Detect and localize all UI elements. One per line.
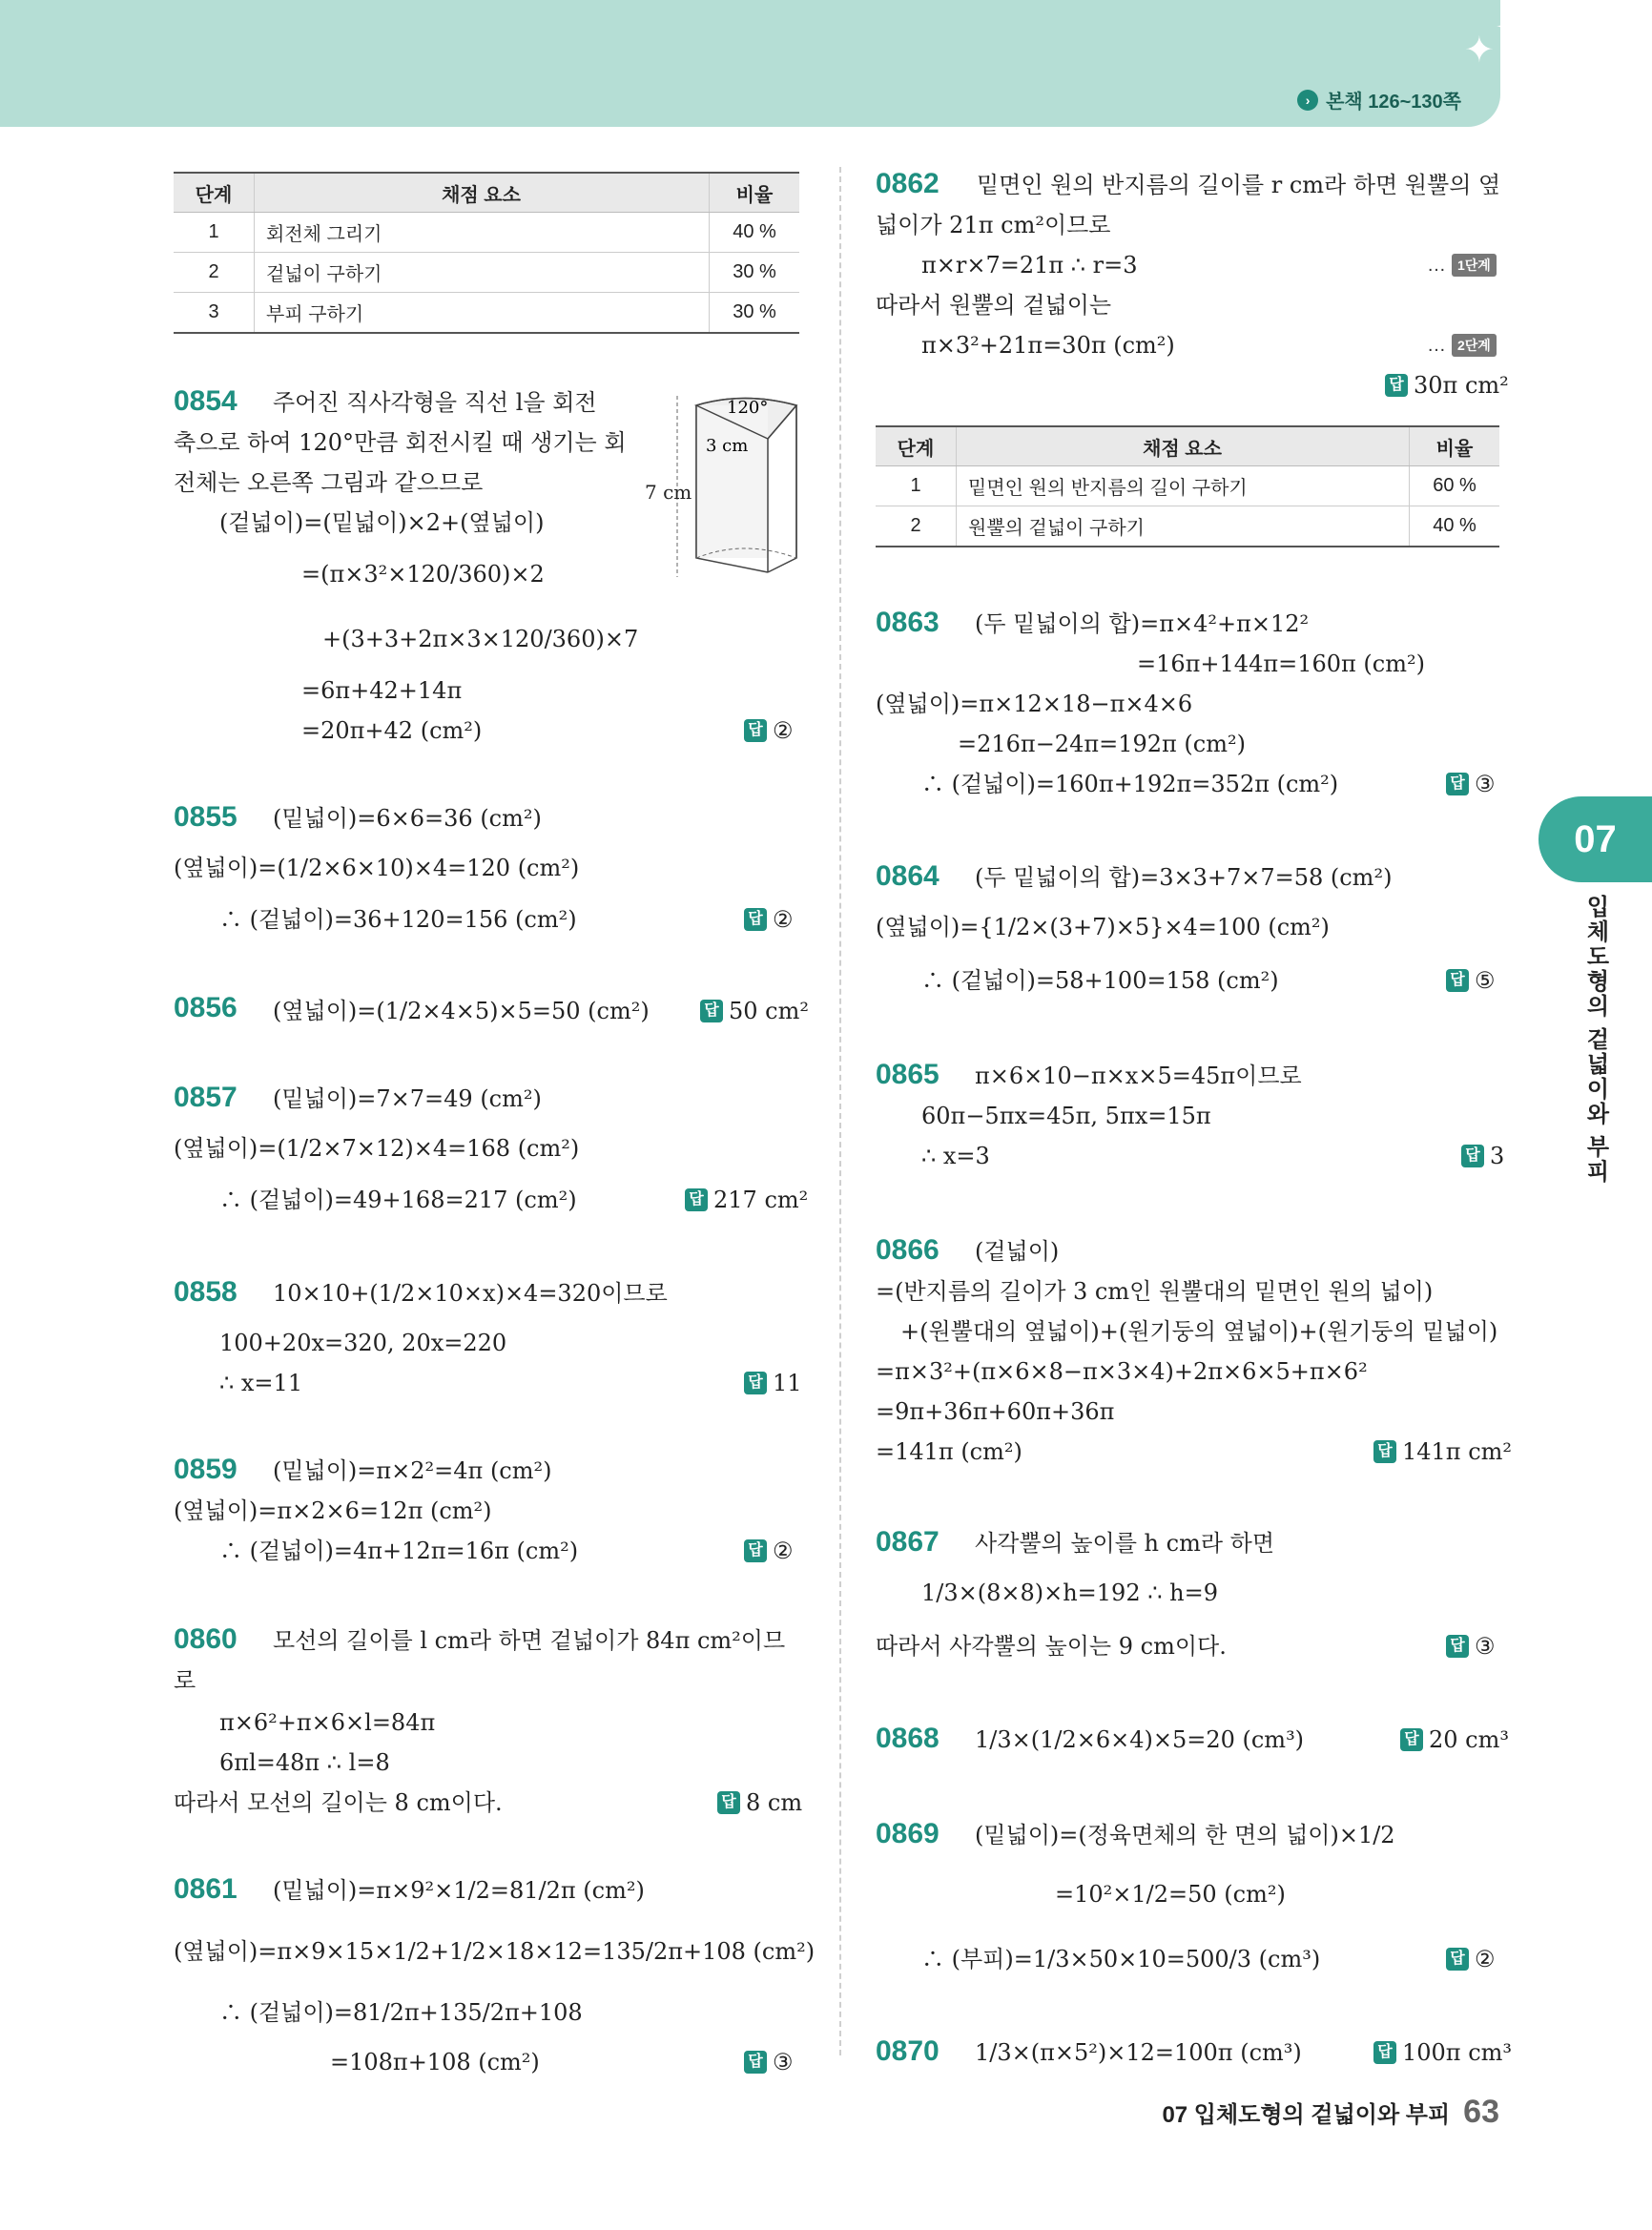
figure-radius-label: 3 cm — [706, 436, 749, 456]
solution-line: ∴ (겉넓이)=49+168=217 (cm²) — [219, 1187, 577, 1213]
answer — [744, 1538, 794, 1564]
solution-line: π×6×10−π×x×5=45π이므로 — [975, 1063, 1302, 1089]
header-ratio: 비율 — [1410, 426, 1500, 466]
scoring-table-2 — [876, 425, 1499, 547]
table-row — [174, 253, 799, 293]
answer — [744, 906, 794, 933]
sparkle-icon-small: ✦ — [1496, 13, 1517, 42]
problem-number: 0866 — [876, 1234, 940, 1266]
table-row — [174, 213, 799, 253]
solution-line: =10²×1/2=50 (cm²) — [1055, 1881, 1286, 1908]
answer-icon: 답 — [1385, 374, 1408, 397]
answer-value: 11 — [773, 1370, 802, 1396]
step-marker: … 2단계 — [1427, 334, 1497, 357]
figure-height-label: 7 cm — [645, 481, 692, 504]
answer — [744, 2049, 794, 2075]
problem-number: 0863 — [876, 607, 940, 638]
answer — [1461, 1143, 1504, 1169]
solution-line: 따라서 원뿔의 겉넓이는 — [876, 292, 1112, 319]
answer-icon: 답 — [744, 2051, 767, 2074]
page-footer — [1162, 2094, 1499, 2131]
answer — [700, 998, 809, 1024]
answer-value: ② — [773, 717, 794, 744]
cell-criteria: 겉넓이 구하기 — [255, 253, 710, 293]
header-criteria: 채점 요소 — [957, 426, 1410, 466]
solution-line: (겉넓이) — [975, 1238, 1060, 1265]
page-number: 63 — [1463, 2094, 1499, 2130]
answer-icon: 답 — [685, 1188, 708, 1211]
reference-text: 본책 126~130쪽 — [1326, 92, 1461, 113]
solution-line: (옆넓이)=π×12×18−π×4×6 — [876, 691, 1193, 717]
solution-line: =9π+36π+60π+36π — [876, 1398, 1115, 1425]
cell-ratio: 40 % — [1410, 506, 1500, 547]
solution-line: 1/3×(1/2×6×4)×5=20 (cm³) — [975, 1726, 1305, 1753]
answer-value: ③ — [1475, 771, 1496, 797]
solution-line: ∴ (겉넓이)=160π+192π=352π (cm²) — [921, 771, 1339, 797]
solution-line: (밑넓이)=π×2²=4π (cm²) — [273, 1457, 552, 1484]
answer-value: 217 cm² — [713, 1187, 809, 1213]
header-ratio: 비율 — [710, 173, 800, 213]
answer-value: ② — [773, 906, 794, 933]
answer — [717, 1789, 802, 1816]
solution-line: (겉넓이)=(밑넓이)×2+(옆넓이) — [219, 509, 545, 536]
solution-line: (밑넓이)=6×6=36 (cm²) — [273, 805, 542, 832]
solution-line: (옆넓이)=(1/2×6×10)×4=120 (cm²) — [174, 855, 580, 881]
header-step: 단계 — [174, 173, 255, 213]
solution-line: ∴ (겉넓이)=58+100=158 (cm²) — [921, 967, 1279, 994]
solution-line: (밑넓이)=(정육면체의 한 면의 넓이)×1/2 — [975, 1822, 1395, 1848]
solution-line: π×6²+π×6×l=84π — [219, 1709, 436, 1736]
answer-icon: 답 — [1400, 1728, 1423, 1751]
solution-line: ∴ x=3 — [921, 1143, 990, 1169]
solution-line: 로 — [174, 1667, 196, 1694]
solution-line: =141π (cm²) — [876, 1438, 1022, 1465]
answer — [1446, 1946, 1496, 1972]
answer-icon: 답 — [744, 908, 767, 931]
problem-number: 0870 — [876, 2035, 940, 2067]
problem-number: 0869 — [876, 1818, 940, 1849]
answer-icon: 답 — [1446, 773, 1469, 795]
solution-line: ∴ (겉넓이)=36+120=156 (cm²) — [219, 906, 577, 933]
cell-step: 1 — [876, 466, 957, 506]
answer-value: ③ — [773, 2049, 794, 2075]
figure-angle-label: 120° — [727, 398, 769, 418]
cell-ratio: 40 % — [710, 213, 800, 253]
answer-icon: 답 — [744, 1372, 767, 1394]
cell-step: 1 — [174, 213, 255, 253]
problem-number: 0868 — [876, 1723, 940, 1754]
answer — [1400, 1726, 1509, 1753]
solution-line: =(반지름의 길이가 3 cm인 원뿔대의 밑면인 원의 넓이) — [876, 1278, 1434, 1305]
answer-icon: 답 — [1373, 2041, 1396, 2064]
solution-line: (옆넓이)=(1/2×4×5)×5=50 (cm²) — [273, 998, 650, 1024]
solution-line: +(원뿔대의 옆넓이)+(원기둥의 옆넓이)+(원기둥의 밑넓이) — [900, 1318, 1498, 1345]
footer-title: 07 입체도형의 겉넓이와 부피 — [1162, 2102, 1451, 2128]
answer-value: 141π cm² — [1402, 1438, 1513, 1465]
solution-line: 밑면인 원의 반지름의 길이를 r cm라 하면 원뿔의 옆 — [977, 172, 1501, 198]
table-row — [876, 506, 1499, 547]
problem-number: 0857 — [174, 1082, 237, 1113]
cell-criteria: 원뿔의 겉넓이 구하기 — [957, 506, 1410, 547]
problem-number: 0856 — [174, 992, 237, 1023]
cell-ratio: 30 % — [710, 293, 800, 334]
solution-line: 따라서 사각뿔의 높이는 9 cm이다. — [876, 1633, 1227, 1660]
answer — [1373, 2039, 1512, 2066]
answer-icon: 답 — [1446, 969, 1469, 992]
table-row — [174, 293, 799, 334]
table-header-row — [876, 426, 1499, 466]
answer-icon: 답 — [1461, 1145, 1484, 1167]
step-tag: 1단계 — [1452, 254, 1497, 277]
solution-line: 사각뿔의 높이를 h cm라 하면 — [975, 1530, 1275, 1557]
solution-line: (밑넓이)=π×9²×1/2=81/2π (cm²) — [273, 1877, 645, 1904]
solution-line: =108π+108 (cm²) — [330, 2049, 540, 2075]
answer-icon: 답 — [1446, 1635, 1469, 1658]
solution-line: ∴ (겉넓이)=81/2π+135/2π+108 — [219, 1999, 583, 2026]
solution-line: 60π−5πx=45π, 5πx=15π — [921, 1103, 1211, 1129]
sparkle-icon: ✦ — [1464, 29, 1495, 71]
scoring-table-1 — [174, 172, 799, 334]
answer-value: ③ — [1475, 1633, 1496, 1660]
solution-line: =(π×3²×120/360)×2 — [301, 561, 545, 588]
answer — [744, 717, 794, 744]
solution-line: (두 밑넓이의 합)=π×4²+π×12² — [975, 610, 1310, 637]
solution-line: =16π+144π=160π (cm²) — [1137, 650, 1425, 677]
solution-line: π×r×7=21π ∴ r=3 — [921, 252, 1138, 279]
answer-icon: 답 — [744, 1539, 767, 1562]
solution-line: (두 밑넓이의 합)=3×3+7×7=58 (cm²) — [975, 864, 1393, 891]
solution-line: (옆넓이)={1/2×(3+7)×5}×4=100 (cm²) — [876, 914, 1330, 940]
solution-line: 10×10+(1/2×10×x)×4=320이므로 — [273, 1280, 668, 1307]
solution-line: π×3²+21π=30π (cm²) — [921, 332, 1175, 359]
problem-number: 0855 — [174, 801, 237, 833]
solution-line: 100+20x=320, 20x=220 — [219, 1330, 507, 1356]
answer — [1385, 372, 1509, 399]
cell-criteria: 밑면인 원의 반지름의 길이 구하기 — [957, 466, 1410, 506]
answer-value: ② — [1475, 1946, 1496, 1972]
answer — [1446, 771, 1496, 797]
problem-number: 0861 — [174, 1873, 237, 1905]
header-step: 단계 — [876, 426, 957, 466]
solution-line: (밑넓이)=7×7=49 (cm²) — [273, 1085, 542, 1112]
solution-line: =216π−24π=192π (cm²) — [958, 731, 1246, 757]
answer-value: 100π cm³ — [1402, 2039, 1513, 2066]
solution-line: =π×3²+(π×6×8−π×3×4)+2π×6×5+π×6² — [876, 1358, 1368, 1385]
answer-icon: 답 — [700, 1000, 723, 1022]
solution-line: 1/3×(8×8)×h=192 ∴ h=9 — [921, 1580, 1218, 1606]
answer — [744, 1370, 802, 1396]
answer-value: 3 — [1490, 1143, 1505, 1169]
column-divider — [839, 167, 841, 2055]
answer-value: 50 cm² — [729, 998, 809, 1024]
reference-link[interactable] — [1297, 86, 1461, 114]
solution-line: 모선의 길이를 l cm라 하면 겉넓이가 84π cm²이므 — [273, 1627, 786, 1654]
solution-line: (옆넓이)=π×2×6=12π (cm²) — [174, 1497, 492, 1524]
answer-value: 30π cm² — [1414, 372, 1509, 399]
chapter-tab[interactable] — [1538, 796, 1652, 882]
solution-line: (옆넓이)=(1/2×7×12)×4=168 (cm²) — [174, 1135, 580, 1162]
solution-line: 전체는 오른쪽 그림과 같으므로 — [174, 469, 484, 496]
answer-icon: 답 — [1446, 1948, 1469, 1971]
table-header-row — [174, 173, 799, 213]
answer — [1373, 1438, 1512, 1465]
problem-number: 0858 — [174, 1276, 237, 1308]
answer-icon: 답 — [744, 719, 767, 742]
problem-number: 0865 — [876, 1059, 940, 1090]
solution-line: 1/3×(π×5²)×12=100π (cm³) — [975, 2039, 1302, 2066]
answer-value: 20 cm³ — [1429, 1726, 1509, 1753]
answer — [1446, 967, 1496, 994]
cell-criteria: 회전체 그리기 — [255, 213, 710, 253]
header-band — [0, 0, 1500, 127]
solution-line: ∴ (부피)=1/3×50×10=500/3 (cm³) — [921, 1946, 1321, 1972]
problem-number: 0860 — [174, 1623, 237, 1655]
solution-line: 축으로 하여 120°만큼 회전시킬 때 생기는 회 — [174, 429, 627, 456]
chapter-title: 입체도형의 겉넓이와 부피 — [1582, 895, 1608, 1185]
solution-line: 6πl=48π ∴ l=8 — [219, 1749, 390, 1776]
solution-line: =6π+42+14π — [301, 677, 463, 704]
cell-ratio: 60 % — [1410, 466, 1500, 506]
arrow-right-icon: › — [1297, 90, 1318, 111]
solution-line: +(3+3+2π×3×120/360)×7 — [322, 626, 639, 652]
problem-number: 0854 — [174, 385, 237, 417]
solution-line: ∴ (겉넓이)=4π+12π=16π (cm²) — [219, 1538, 579, 1564]
answer-value: ⑤ — [1475, 967, 1496, 994]
step-tag: 2단계 — [1452, 334, 1497, 357]
problem-number: 0862 — [876, 168, 940, 199]
table-row — [876, 466, 1499, 506]
cell-ratio: 30 % — [710, 253, 800, 293]
cell-step: 3 — [174, 293, 255, 334]
answer — [685, 1187, 808, 1213]
chapter-number: 07 — [1574, 817, 1617, 860]
solution-line: (옆넓이)=π×9×15×1/2+1/2×18×12=135/2π+108 (cm²) — [174, 1938, 816, 1965]
header-criteria: 채점 요소 — [255, 173, 710, 213]
solution-line: 넓이가 21π cm²이므로 — [876, 212, 1111, 238]
answer-icon: 답 — [1373, 1440, 1396, 1463]
step-marker: … 1단계 — [1427, 254, 1497, 277]
answer-value: 8 cm — [746, 1789, 803, 1816]
solution-line: 주어진 직사각형을 직선 l을 회전 — [273, 389, 597, 416]
cell-step: 2 — [876, 506, 957, 547]
problem-number: 0867 — [876, 1526, 940, 1558]
cell-criteria: 부피 구하기 — [255, 293, 710, 334]
answer — [1446, 1633, 1496, 1660]
answer-value: ② — [773, 1538, 794, 1564]
answer-icon: 답 — [717, 1791, 740, 1814]
cell-step: 2 — [174, 253, 255, 293]
solution-line: =20π+42 (cm²) — [301, 717, 483, 744]
problem-number: 0864 — [876, 860, 940, 892]
solution-line: ∴ x=11 — [219, 1370, 303, 1396]
problem-number: 0859 — [174, 1454, 237, 1485]
solution-line: 따라서 모선의 길이는 8 cm이다. — [174, 1789, 503, 1816]
